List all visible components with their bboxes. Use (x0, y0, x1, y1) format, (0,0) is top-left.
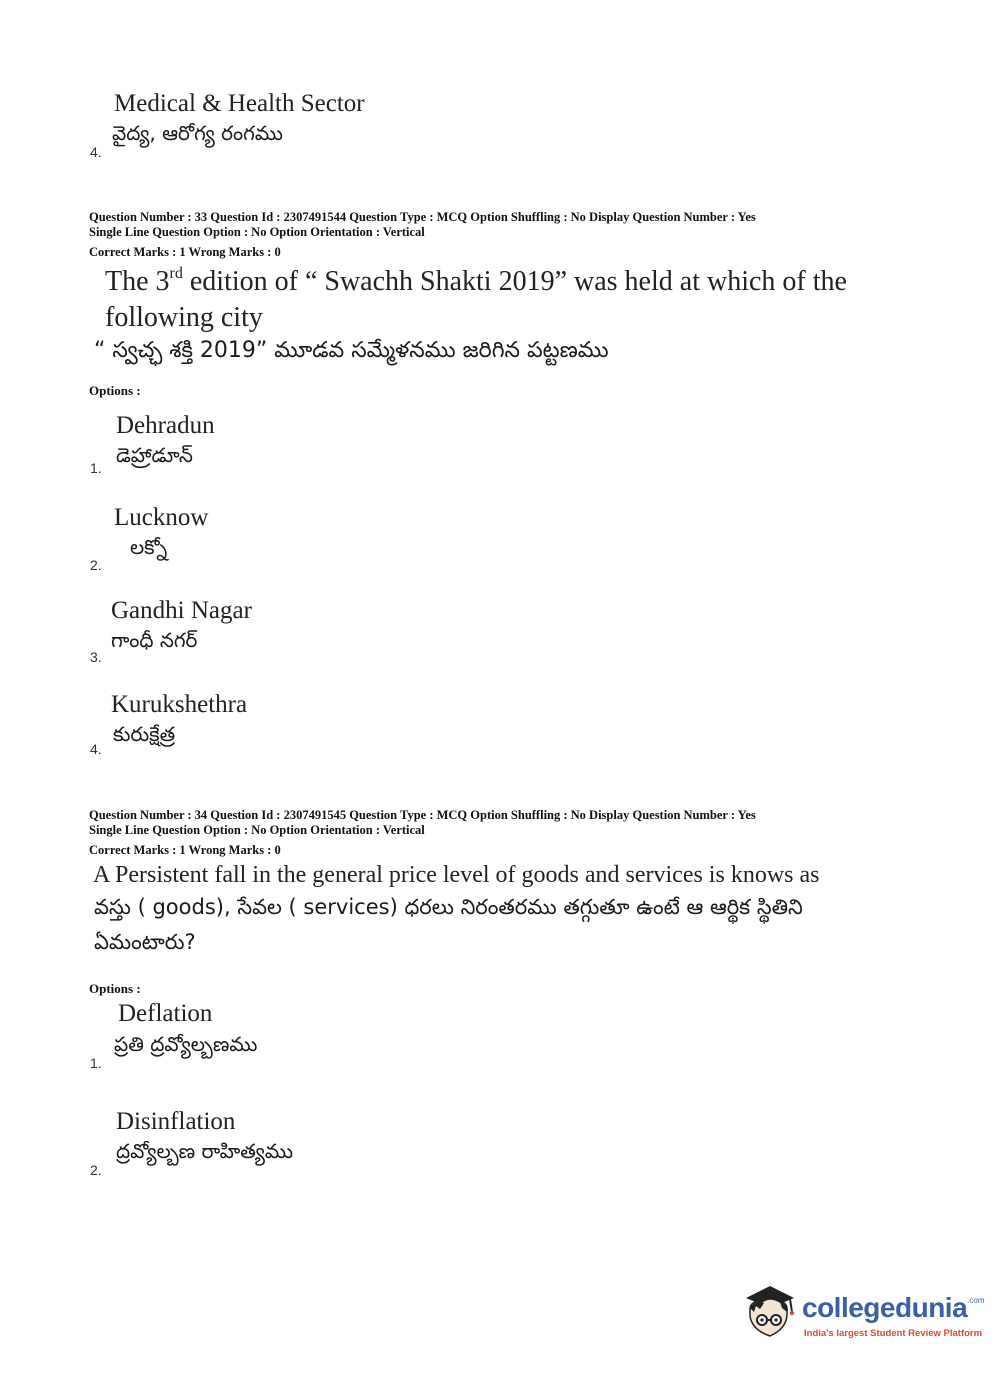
prev-option-4-number: 4. (90, 144, 102, 160)
q33-meta-line-2: Single Line Question Option : No Option Orientation : Vertical (89, 225, 425, 239)
collegedunia-logo[interactable] (740, 1282, 985, 1346)
q33-option-4-telugu: కురుక్షేత్ర (113, 722, 176, 746)
q33-option-3-english: Gandhi Nagar (111, 597, 252, 624)
q34-option-2-number: 2. (90, 1162, 102, 1178)
q34-question-telugu-line-1: వస్తు ( goods), సేవల ( services) ధరలు నిరంతరము తగ్గుతూ ఉంటే ఆ ఆర్థిక స్థితిని (94, 895, 803, 919)
q33-option-2-number: 2. (90, 557, 102, 573)
q34-option-2-telugu: ద్రవ్యోల్బణ రాహిత్యము (116, 1139, 293, 1163)
q34-option-1-telugu: ప్రతి ద్రవ్యోల్బణము (114, 1032, 258, 1056)
q33-option-3-number: 3. (90, 649, 102, 665)
q33-question-text-pre: The 3 (105, 266, 170, 297)
q33-question-text-post: edition of “ Swachh Shakti 2019” was held at which of the (182, 266, 847, 297)
q33-option-2-telugu: లక్నో (130, 535, 168, 559)
q34-meta-line-1: Question Number : 34 Question Id : 2307491545 Question Type : MCQ Option Shuffling : No Display Question Number : Yes (89, 808, 756, 822)
q33-option-1-telugu: డెహ్రాడూన్ (116, 443, 193, 467)
q33-option-1-number: 1. (90, 460, 102, 476)
mascot-icon (740, 1282, 798, 1342)
q33-question-telugu: “ స్వచ్ఛ శక్తి 2019” మూడవ సమ్మేళనము జరిగిన పట్టణము (94, 338, 609, 363)
q34-option-1-number: 1. (90, 1055, 102, 1071)
q33-option-2-english: Lucknow (114, 504, 209, 531)
q33-option-3-telugu: గాంధీ నగర్ (111, 628, 198, 652)
q33-option-4-english: Kurukshethra (111, 691, 248, 718)
q33-marks: Correct Marks : 1 Wrong Marks : 0 (89, 245, 281, 259)
q34-question-text: A Persistent fall in the general price level of goods and services is knows as (93, 862, 820, 888)
q34-meta-line-2: Single Line Question Option : No Option Orientation : Vertical (89, 823, 425, 837)
q33-option-1-english: Dehradun (116, 412, 215, 439)
brand-tagline: India's largest Student Review Platform (804, 1328, 983, 1339)
q33-meta-line-1: Question Number : 33 Question Id : 2307491544 Question Type : MCQ Option Shuffling : No Display Question Number : Yes (89, 210, 756, 224)
brand-suffix: .com (967, 1296, 985, 1305)
prev-option-4-telugu: వైద్య, ఆరోగ్య రంగము (112, 121, 283, 145)
q33-options-label: Options : (89, 383, 141, 398)
q34-option-2-english: Disinflation (116, 1108, 236, 1135)
q34-marks: Correct Marks : 1 Wrong Marks : 0 (89, 843, 281, 857)
prev-option-4-english: Medical & Health Sector (114, 90, 365, 117)
brand-name: collegedunia (802, 1292, 968, 1323)
q33-question-text-sup: rd (169, 265, 183, 282)
q33-option-4-number: 4. (90, 741, 102, 757)
q34-options-label: Options : (89, 981, 141, 996)
q33-question-text (105, 264, 847, 300)
q34-option-1-english: Deflation (118, 1000, 213, 1027)
q34-question-telugu-line-2: ఏమంటారు? (94, 930, 196, 954)
q33-question-text-line-2: following city (105, 302, 263, 333)
